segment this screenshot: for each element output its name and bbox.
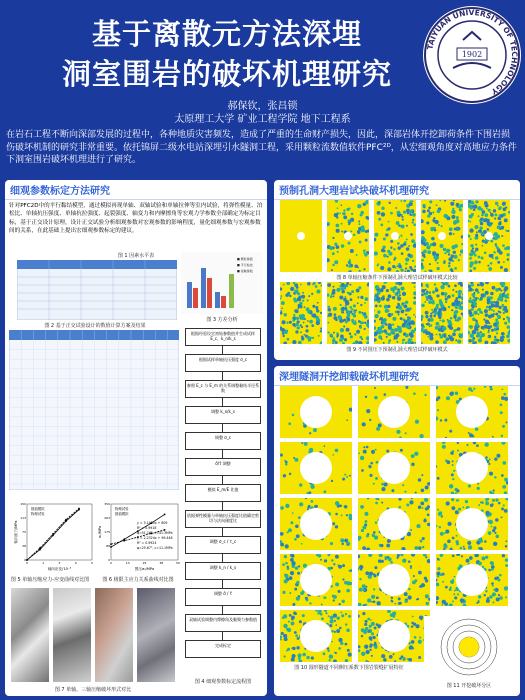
- specimen-tile: [280, 554, 352, 606]
- principal-stress-chart: [97, 500, 181, 572]
- tunnel-excavation-panel: [274, 366, 520, 696]
- fig8-samples: [280, 200, 514, 272]
- y-axis-label: σ₁/MPa: [98, 525, 102, 539]
- panel-title: 深埋隧洞开挖卸载破坏机理研究: [274, 366, 520, 386]
- specimen-tile: [280, 200, 322, 272]
- data-point: [110, 543, 112, 545]
- specimen-tile: [358, 386, 430, 438]
- variance-analysis-chart: [181, 252, 263, 314]
- data-point: [110, 546, 112, 548]
- specimen-tile: [280, 498, 352, 550]
- fig11-caption: 图 11 开挖破坏分区: [446, 683, 492, 689]
- photo-sample-2: [53, 588, 91, 682]
- data-point: [164, 514, 166, 516]
- x-tick-label: 1: [42, 561, 45, 565]
- x-tick-label: 0: [26, 561, 28, 565]
- y-tick-label: 38: [22, 544, 26, 548]
- flow-step: 双轴试验调整内摩擦角及黏聚力参数值: [185, 614, 261, 632]
- flow-arrow: [222, 502, 223, 510]
- factor-level-table: [17, 260, 177, 320]
- data-point: [39, 549, 41, 551]
- specimen-tile: [280, 610, 352, 662]
- flow-step: 根据试样单轴抗压强度 σ_c: [185, 354, 261, 372]
- specimen-tile: [327, 200, 369, 272]
- author-block: [0, 100, 525, 126]
- flow-arrow: [222, 398, 223, 406]
- y-tick-label: 263: [104, 516, 110, 520]
- specimen-tile: [468, 282, 510, 344]
- title-line-2: 洞室围岩的破坏机理研究: [61, 57, 392, 91]
- photo-sample-4: [137, 588, 175, 682]
- x-tick-label: 38: [159, 561, 164, 565]
- flow-arrow: [222, 372, 223, 380]
- y-tick-label: 0: [108, 558, 110, 562]
- annotation: y = 5.1485x + 809: [137, 521, 168, 525]
- x-tick-label: 25: [142, 561, 147, 565]
- flow-step: 调整 σ̄ / τ̄: [185, 588, 261, 606]
- flow-arrow: [222, 346, 223, 354]
- table1-caption: 图 1 因素水平表: [117, 253, 155, 259]
- abstract: 在岩石工程不断向深部发展的过程中，各种地质灾害频发，造成了严重的生命财产损失，因此，深部岩体开挖卸荷条件下围岩损伤破坏机制的研究非常重要。依托锦屏二级水电站深埋引水隧洞工程，采用颗粒流数值软件PFC²ᴰ，从宏细观角度对高地应力条件下洞室围岩破坏机理进行了研究。: [6, 130, 517, 165]
- y-tick-label: 350: [104, 502, 110, 506]
- specimen-tile: [358, 554, 430, 606]
- stress-strain-chart: [13, 500, 95, 572]
- y-tick-label: 88: [106, 544, 110, 548]
- y-tick-label: 75: [22, 530, 26, 534]
- y-tick-label: 113: [20, 516, 26, 520]
- flow-arrow: [222, 476, 223, 484]
- flow-arrow: [222, 554, 223, 562]
- specimen-tile: [327, 282, 369, 344]
- data-point: [124, 540, 126, 542]
- specimen-tile: [421, 200, 463, 272]
- flow-step: 调整 k_n / k_s: [185, 562, 261, 580]
- x-tick-label: 13: [125, 561, 130, 565]
- fig6-caption: 图 6 极限主应力关系曲线对比图: [102, 577, 174, 583]
- calibration-flowchart: [181, 328, 265, 668]
- flow-step: 根据经验设定初始参数值并生成试样 E_c、k_n/k_s: [185, 328, 261, 346]
- flow-arrow: [222, 450, 223, 458]
- fig4-caption: 图 4 细观参数标定流程图: [194, 679, 252, 685]
- title-line-1: 基于离散元方法深埋: [91, 17, 362, 51]
- excavation-zone-diagram: [424, 616, 514, 678]
- y-tick-label: 0: [24, 558, 26, 562]
- x-tick-label: 3: [58, 561, 61, 565]
- table2-caption: 图 2 基于正交试验设计的数值计算方案及结果: [44, 323, 146, 329]
- fig9-caption: 图 9 不同围压下预制孔洞大理岩试样破坏模式: [346, 347, 448, 353]
- panel-title: 预制孔洞大理岩试块破坏机理研究: [274, 180, 520, 200]
- flow-step: 调整 σ_c / τ_c: [185, 536, 261, 554]
- specimen-tile: [280, 386, 352, 438]
- annotation: φ=51.16°, c=41.3MPa: [137, 531, 173, 535]
- svg-text:■ 平行粘结: ■ 平行粘结: [237, 263, 253, 267]
- flow-step: 调整 k_n/k_s: [185, 406, 261, 424]
- failure-photos: [11, 588, 175, 684]
- y-tick-label: 175: [104, 530, 110, 534]
- hole-marble-panel: [274, 180, 520, 360]
- y-axis-label: 轴向应力/MPa: [14, 520, 18, 544]
- flow-arrow: [222, 424, 223, 432]
- x-axis-label: 围压σ₃/MPa: [134, 567, 155, 571]
- specimen-tile: [421, 282, 463, 344]
- fig3-caption: 图 3 方差分析: [206, 317, 238, 323]
- svg-text:TAIYUAN UNIVERSITY OF TECHNOLO: TAIYUAN UNIVERSITY OF TECHNOLOGY: [425, 7, 520, 97]
- legend-label: 数值模拟: [115, 512, 129, 516]
- specimen-tile: [280, 442, 352, 494]
- annotation: R² = 0.9918: [137, 526, 157, 530]
- panel-intro: 针对PFC2D中的平行黏结模型，通过模拟再现单轴、双轴试验和单轴拉伸等室内试验，将弹性模量、泊松比、单轴抗压强度、单轴抗拉强度、起裂强度、轴变力和内摩擦角等宏观力学参数全部确定为标定目标，基于正交设计原理，设计正交试验分析细观参数对宏观参数的影响程度，量化细观参数与宏观参数间的关系，在此基础上提出宏细观参数标定的建议。: [9, 203, 263, 235]
- flow-step: 模拟 E_m/E 比值: [185, 484, 261, 502]
- annotation: y = 2.2324x + 99.446: [137, 536, 173, 540]
- svg-text:■ 颗粒参数: ■ 颗粒参数: [237, 257, 253, 261]
- x-axis-label: 轴向应变/10⁻³: [47, 567, 72, 571]
- data-point: [65, 520, 67, 522]
- legend-label: 物理试验: [115, 507, 129, 511]
- fig7-caption: 图 7 单轴、三轴压缩破坏形式对比: [54, 687, 132, 693]
- flow-arrow: [222, 528, 223, 536]
- fig8-caption: 图 8 单轴压缩条件下预制孔洞大理岩试样破坏模式比较: [336, 275, 458, 281]
- flow-step: 完成标定: [185, 640, 261, 658]
- specimen-tile: [280, 282, 322, 344]
- specimen-tile: [436, 554, 508, 606]
- annotation: R² = 0.9924: [137, 541, 157, 545]
- specimen-tile: [436, 386, 508, 438]
- photo-sample-3: [95, 588, 133, 682]
- specimen-tile: [436, 442, 508, 494]
- flow-arrow: [222, 580, 223, 588]
- orthogonal-test-table: [9, 330, 179, 490]
- x-tick-label: 50: [176, 561, 180, 565]
- poster-title: [32, 14, 422, 94]
- x-tick-label: 0: [110, 561, 112, 565]
- affiliation: 太原理工大学 矿业工程学院 地下工程系: [174, 114, 351, 125]
- x-tick-label: 5: [91, 561, 93, 565]
- y-tick-label: 150: [20, 502, 26, 506]
- specimen-tile: [358, 498, 430, 550]
- calibration-panel: [5, 180, 267, 696]
- specimen-tile: [374, 200, 416, 272]
- legend-label: 物理试验: [31, 512, 45, 516]
- svg-text:1902: 1902: [461, 50, 483, 59]
- x-tick-label: 4: [74, 561, 77, 565]
- university-seal-logo: [423, 6, 521, 104]
- fig9-samples: [280, 282, 514, 344]
- photo-sample-1: [11, 588, 49, 682]
- flow-step: 调整 σ_c: [185, 432, 261, 450]
- data-point: [78, 509, 80, 511]
- panel-title: 细观参数标定方法研究: [5, 180, 267, 200]
- specimen-tile: [468, 200, 510, 272]
- fig10-caption: 图 10 圆形隧道不同侧压系数下围岩裂缝扩展特征: [294, 665, 404, 671]
- flow-arrow: [222, 606, 223, 614]
- annotation: φ=25.67°, c=11.1MPa: [137, 546, 173, 550]
- specimen-tile: [358, 442, 430, 494]
- flow-step: 依据弹性模量与单轴抗压强度比值确定剪切与法向刚度比: [185, 510, 261, 528]
- data-point: [52, 534, 54, 536]
- legend-label: 数值模拟: [31, 507, 45, 511]
- specimen-tile: [358, 610, 430, 662]
- fig5-caption: 图 5 单轴压缩应力-应变曲线对比图: [10, 577, 90, 583]
- specimen-tile: [374, 282, 416, 344]
- flow-arrow: [222, 632, 223, 640]
- authors: 郝保钦，张昌锁: [227, 101, 298, 112]
- specimen-tile: [436, 498, 508, 550]
- flow-step: σ̄/τ̄ 调整: [185, 458, 261, 476]
- svg-text:■ 接触参数: ■ 接触参数: [237, 269, 253, 273]
- flow-step: 参照 E_c 与 E_m 的关系调整黏结半径系数: [185, 380, 261, 398]
